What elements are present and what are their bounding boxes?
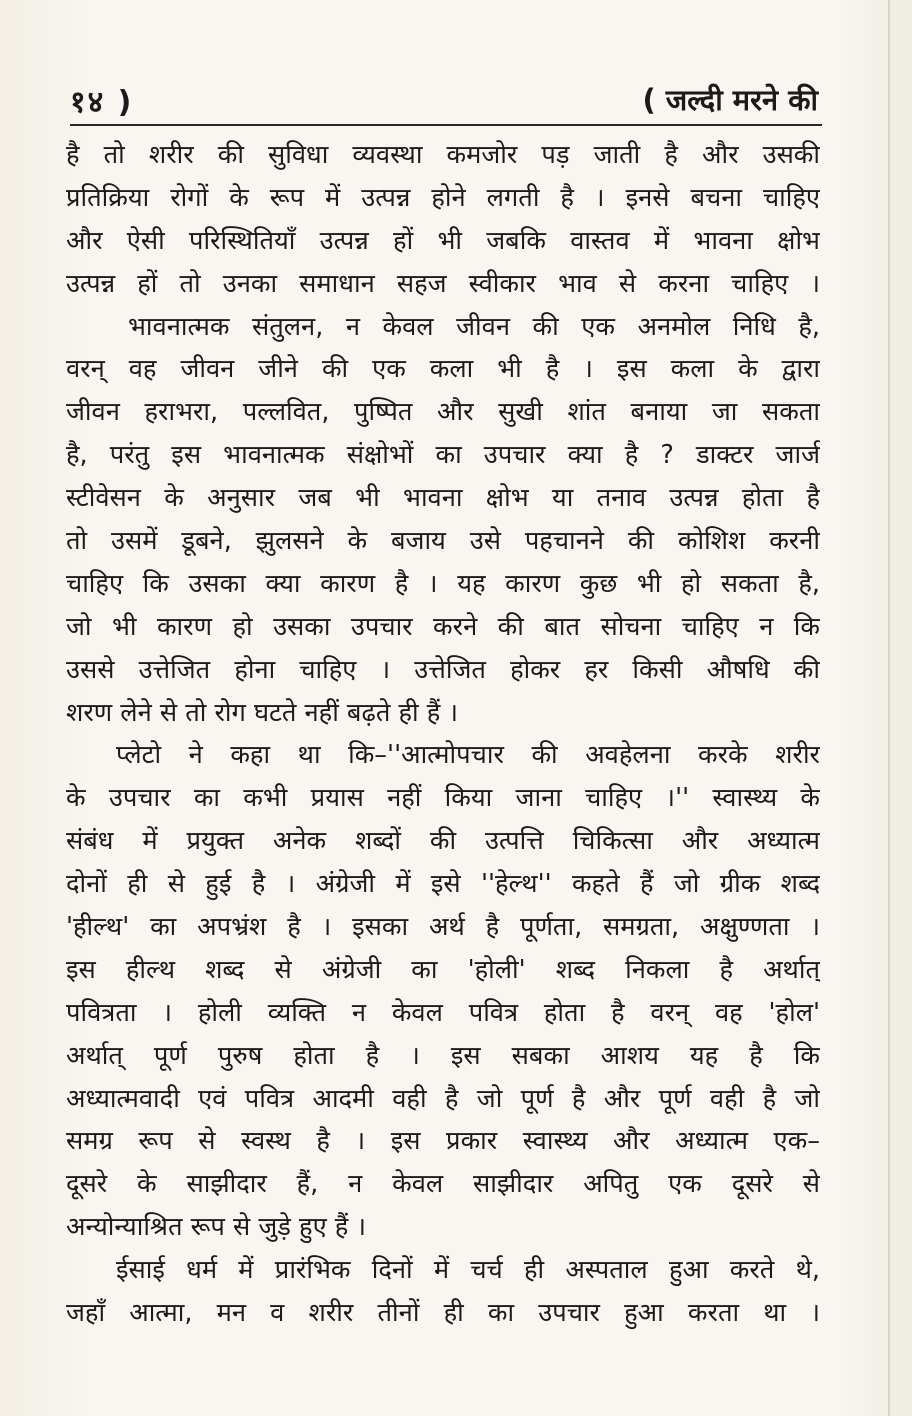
text-line: चाहिए कि उसका क्या कारण है । यह कारण कुछ भी हो सकता है, [66, 568, 820, 599]
text-line: उससे उत्तेजित होना चाहिए । उत्तेजित होकर हर किसी औषधि की [66, 654, 820, 685]
text-line: और ऐसी परिस्थितियाँ उत्पन्न हों भी जबकि वास्तव में भावना क्षोभ [66, 225, 820, 256]
paragraph-end-line: अन्योन्याश्रित रूप से जुड़े हुए हैं । [66, 1212, 367, 1243]
running-title: ( जल्दी मरने की [642, 83, 818, 117]
text-line: वरन् वह जीवन जीने की एक कला भी है । इस कला के द्वारा [66, 354, 820, 385]
text-line: है तो शरीर की सुविधा व्यवस्था कमजोर पड़ जाती है और उसकी [66, 140, 820, 170]
text-line: है, परंतु इस भावनात्मक संक्षोभों का उपचार क्या है ? डाक्टर जार्ज [66, 440, 820, 471]
text-line: इस हील्थ शब्द से अंग्रेजी का 'होली' शब्द निकला है अर्थात् [66, 954, 820, 985]
text-line: जहाँ आत्मा, मन व शरीर तीनों ही का उपचार हुआ करता था । [66, 1298, 820, 1329]
text-line: तो उसमें डूबने, झुलसने के बजाय उसे पहचानने की कोशिश करनी [66, 526, 820, 557]
body-text [66, 134, 820, 1335]
text-line: स्टीवेसन के अनुसार जब भी भावना क्षोभ या तनाव उत्पन्न होता है [66, 483, 820, 514]
text-line: जीवन हराभरा, पल्लवित, पुष्पित और सुखी शांत बनाया जा सकता [66, 397, 820, 428]
paragraph-start-line: ईसाई धर्म में प्रारंभिक दिनों में चर्च ही अस्पताल हुआ करते थे, [116, 1255, 820, 1286]
text-line: पवित्रता । होली व्यक्ति न केवल पवित्र होता है वरन् वह 'होल' [66, 997, 820, 1028]
text-line: संबंध में प्रयुक्त अनेक शब्दों की उत्पत्ति चिकित्सा और अध्यात्म [66, 826, 820, 857]
paragraph-start-line: भावनात्मक संतुलन, न केवल जीवन की एक अनमोल निधि है, [128, 311, 820, 342]
paragraph-end-line: शरण लेने से तो रोग घटते नहीं बढ़ते ही हैं । [66, 697, 459, 728]
page-header [70, 78, 822, 122]
text-line: समग्र रूप से स्वस्थ है । इस प्रकार स्वास्थ्य और अध्यात्म एक– [66, 1126, 820, 1157]
text-line: के उपचार का कभी प्रयास नहीं किया जाना चाहिए ।'' स्वास्थ्य के [66, 783, 820, 814]
text-line: प्रतिक्रिया रोगों के रूप में उत्पन्न होने लगती है । इनसे बचना चाहिए [66, 182, 820, 213]
text-line: दूसरे के साझीदार हैं, न केवल साझीदार अपितु एक दूसरे से [66, 1169, 820, 1200]
paragraph-start-line: प्लेटो ने कहा था कि–''आत्मोपचार की अवहेलना करके शरीर [116, 740, 820, 771]
text-line: अध्यात्मवादी एवं पवित्र आदमी वही है जो पूर्ण है और पूर्ण वही है जो [66, 1083, 820, 1114]
text-line: दोनों ही से हुई है । अंग्रेजी में इसे ''हेल्थ'' कहते हैं जो ग्रीक शब्द [66, 869, 820, 900]
text-line: अर्थात् पूर्ण पुरुष होता है । इस सबका आशय यह है कि [66, 1040, 820, 1071]
header-rule [70, 124, 822, 126]
page-number: १४ ) [70, 85, 134, 120]
text-line: 'हील्थ' का अपभ्रंश है । इसका अर्थ है पूर्णता, समग्रता, अक्षुण्णता । [66, 912, 820, 943]
text-line: जो भी कारण हो उसका उपचार करने की बात सोचना चाहिए न कि [66, 611, 820, 642]
text-line: उत्पन्न हों तो उनका समाधान सहज स्वीकार भाव से करना चाहिए । [66, 268, 820, 299]
page-edge [888, 0, 890, 1416]
